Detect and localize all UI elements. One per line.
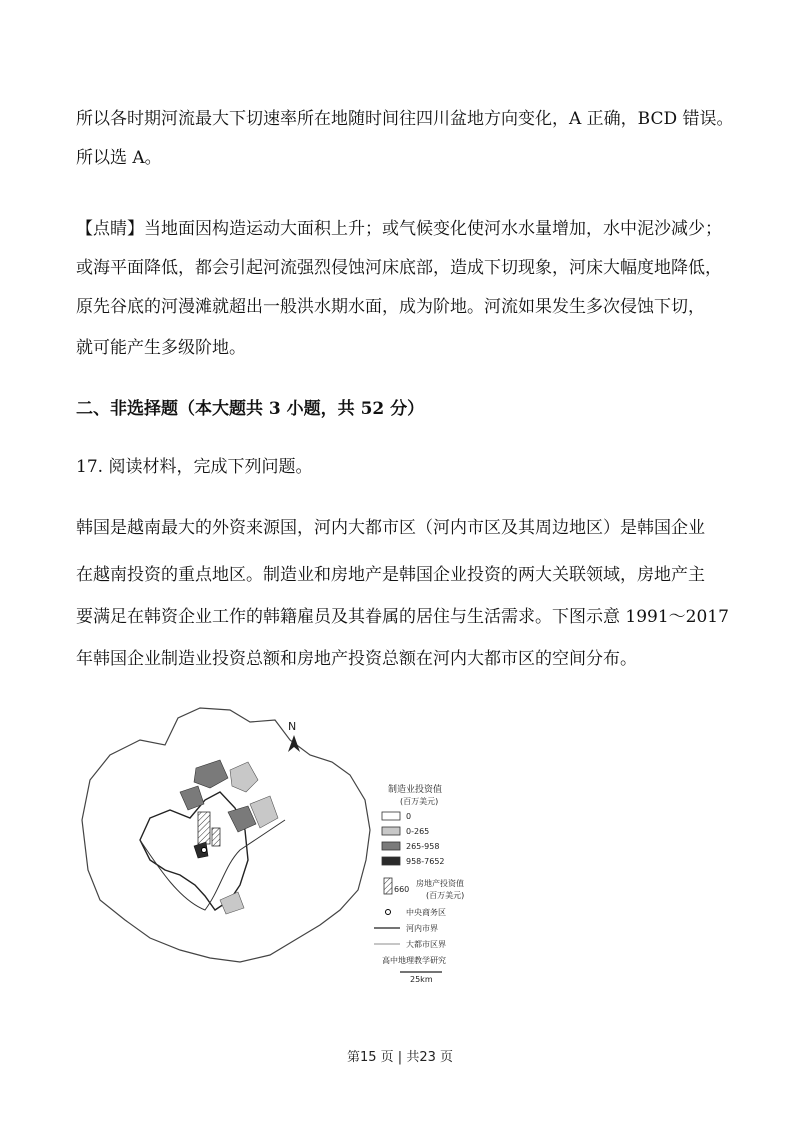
answer-line-1: 所以各时期河流最大下切速率所在地随时间往四川盆地方向变化，A 正确，BCD 错误。: [76, 109, 734, 129]
question-para-2: 在越南投资的重点地区。制造业和房地产是韩国企业投资的两大关联领域，房地产主: [76, 565, 705, 585]
comment-line-3: 原先谷底的河漫滩就超出一般洪水期水面，成为阶地。河流如果发生多次侵蚀下切，: [76, 297, 705, 317]
question-para-3: 要满足在韩资企业工作的韩籍雇员及其眷属的居住与生活需求。下图示意 1991～2017: [76, 607, 729, 627]
question-para-4: 年韩国企业制造业投资总额和房地产投资总额在河内大都市区的空间分布。: [76, 649, 637, 669]
legend-class3: 265-958: [406, 842, 440, 851]
real-estate-bar: [198, 812, 210, 844]
legend-cbd-icon: [386, 910, 391, 915]
legend-swatch-class2: [382, 827, 400, 835]
legend-swatch-class4: [382, 857, 400, 865]
legend-re-unit: (百万美元): [426, 891, 465, 900]
legend-swatch-class3: [382, 842, 400, 850]
legend-cbd: 中央商务区: [406, 908, 446, 917]
legend-unit: (百万美元): [400, 797, 439, 806]
north-label: N: [288, 720, 297, 733]
answer-line-2: 所以选 A。: [76, 148, 162, 168]
question-para-1: 韩国是越南最大的外资来源国，河内大都市区（河内市区及其周边地区）是韩国企业: [76, 518, 705, 538]
question-number-line: 17. 阅读材料，完成下列问题。: [76, 457, 313, 477]
real-estate-bar: [212, 828, 220, 846]
legend-city-boundary: 河内市界: [406, 924, 438, 933]
cbd-marker: [202, 848, 207, 853]
metro-area-outline: [82, 708, 370, 962]
legend-class4: 958-7652: [406, 857, 445, 866]
legend-title: 制造业投资值: [388, 785, 443, 795]
legend-real-estate-bar: [384, 878, 392, 894]
legend-re-value: 660: [394, 885, 410, 894]
comment-line-1: 【点睛】当地面因构造运动大面积上升；或气候变化使河水水量增加，水中泥沙减少；: [76, 219, 722, 239]
legend-class1: 0: [406, 812, 412, 821]
legend-swatch-class1: [382, 812, 400, 820]
scale-label: 25km: [410, 975, 433, 984]
legend-class2: 0-265: [406, 827, 430, 836]
legend-metro-boundary: 大都市区界: [406, 940, 446, 949]
page-footer: 第15 页 | 共23 页: [347, 1050, 453, 1065]
hanoi-investment-map: [70, 700, 510, 1000]
comment-line-4: 就可能产生多级阶地。: [76, 338, 246, 358]
comment-line-2: 或海平面降低，都会引起河流强烈侵蚀河床底部，造成下切现象，河床大幅度地降低，: [76, 258, 722, 278]
watermark: 高中地理教学研究: [382, 956, 446, 965]
section-heading: 二、非选择题（本大题共 3 小题，共 52 分）: [76, 399, 425, 419]
legend-re-title: 房地产投资值: [416, 879, 464, 888]
